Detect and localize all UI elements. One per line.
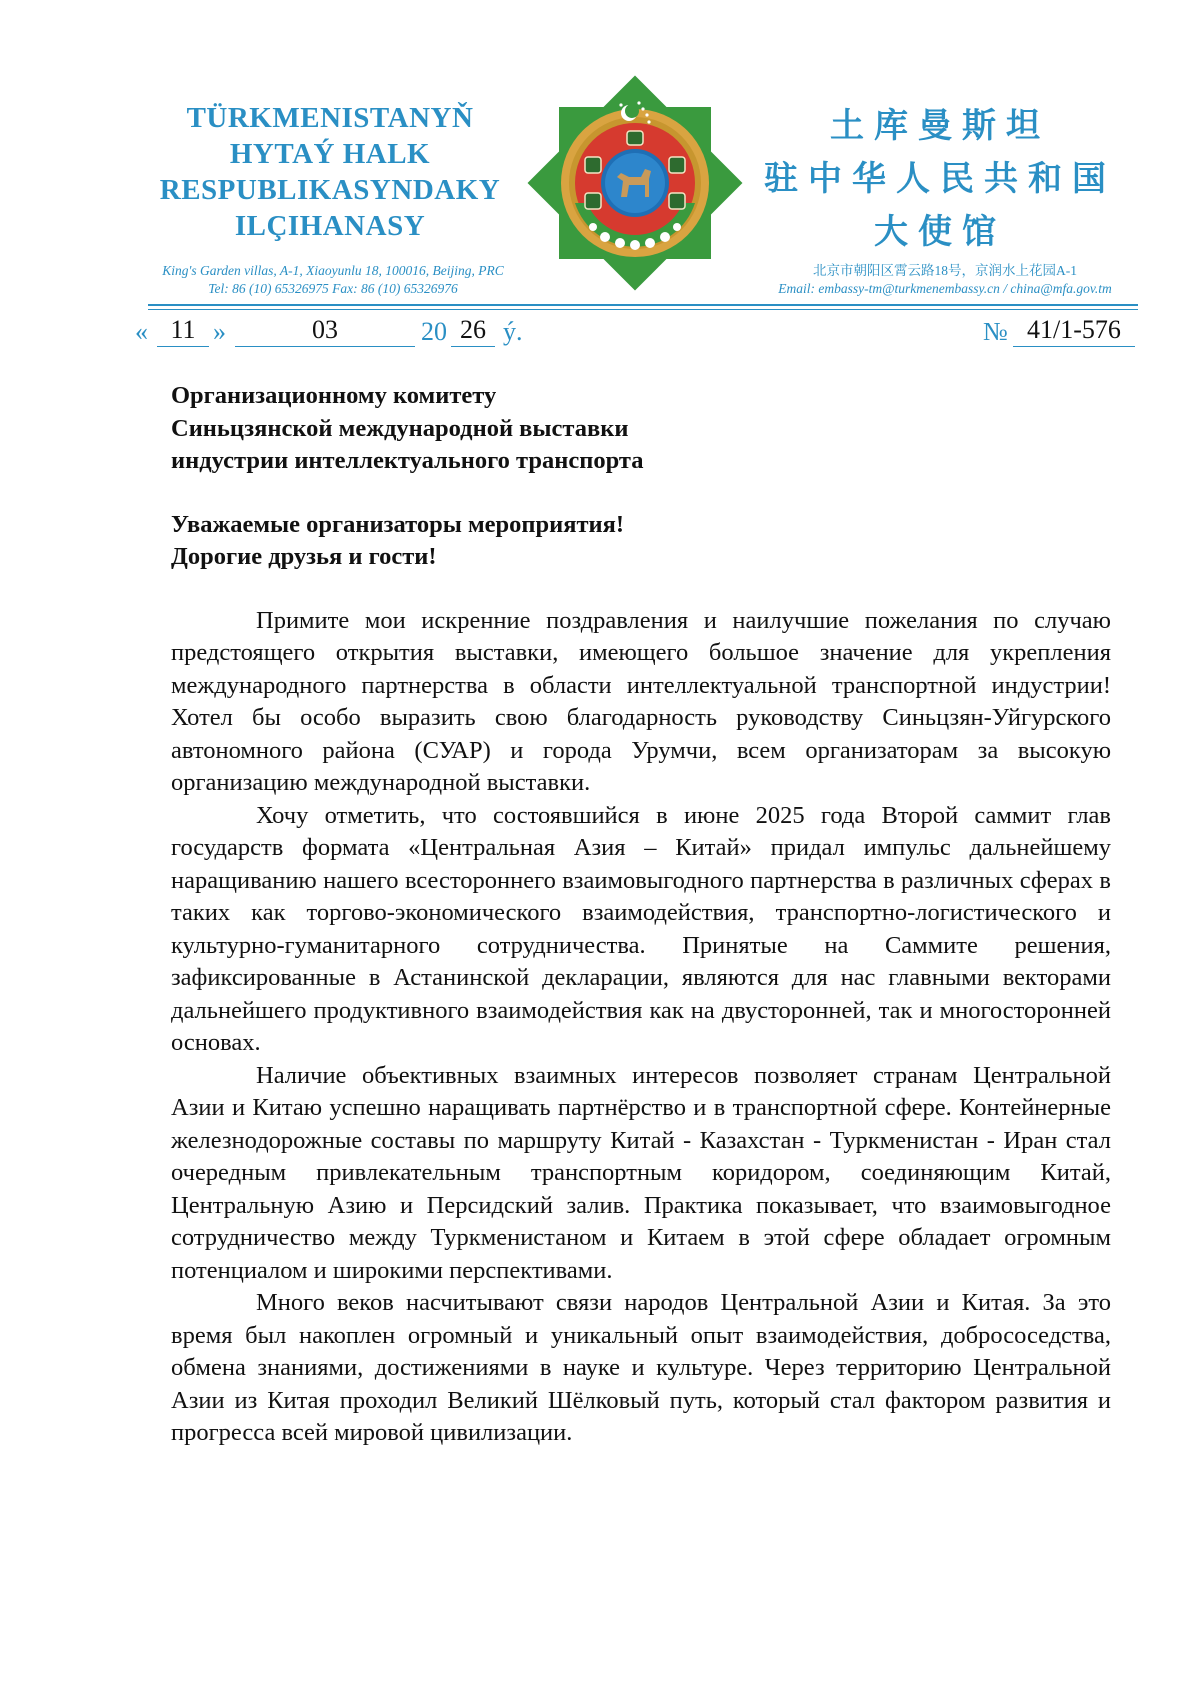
date-day: 11 <box>157 314 209 347</box>
embassy-address-en <box>148 262 518 298</box>
greeting <box>171 509 1111 574</box>
paragraph: Наличие объективных взаимных интересов позволяет странам Центральной Азии и Китаю успешно наращивать партнёрство и в транспортной сфере. Контейнерные железнодорожные составы по маршруту Китай - Казахстан - Туркменистан - Иран стал очередным привлекательным транспортным коридором, соединяющим Китай, Центральную Азию и Персидский залив. Практика показывает, что взаимовыгодное сотрудничество между Туркменистаном и Китаем в этой сфере обладает огромным потенциалом и широкими перспективами. <box>171 1061 1111 1284</box>
addressee-line: Синьцзянской международной выставки <box>171 414 629 442</box>
embassy-address-cn <box>745 262 1145 298</box>
paragraph: Примите мои искренние поздравления и наилучшие пожелания по случаю предстоящего открытия выставки, имеющего большое значение для укрепления международного партнерства в области интеллектуальной транспортной индустрии! Хотел бы особо выразить свою благодарность руководству Синьцзян-Уйгурского автономного района (СУАР) и города Урумчи, всем организаторам за высокую организацию международной выставки. <box>171 606 1111 796</box>
date-close-quote: » <box>213 317 226 346</box>
embassy-name-chinese <box>760 100 1120 259</box>
embassy-name-line: 土库曼斯坦 <box>830 106 1050 146</box>
date-number-line <box>135 314 1145 350</box>
paragraph: Много веков насчитывают связи народов Центральной Азии и Китая. За это время был накоплен огромный и уникальный опыт взаимодействия, добрососедства, обмена знаниями, достижениями в науке и культуре. Через территорию Центральной Азии из Китая проходил Великий Шёлковый путь, который стал фактором развития и прогресса всей мировой цивилизации. <box>171 1289 1111 1446</box>
turkmenistan-emblem-icon <box>522 70 748 296</box>
greeting-line: Дорогие друзья и гости! <box>171 543 437 570</box>
paragraph: Хочу отметить, что состоявшийся в июне 2025 года Второй саммит глав государств формата «Центральная Азия – Китай» придал импульс дальнейшему наращиванию нашего всестороннего взаимовыгодного партнерства в различных сферах в таких как торгово-экономического взаимодействия, транспортно-логистического и культурно-гуманитарного сотрудничества. Принятые на Саммите решения, зафиксированные в Астанинской декларации, являются для нас главными векторами дальнейшего продуктивного взаимодействия как на двусторонней, так и многосторонней основах. <box>171 801 1111 1056</box>
addressee-line: индустрии интеллектуального транспорта <box>171 447 644 474</box>
document-number: 41/1-576 <box>1013 314 1135 347</box>
address-line: King's Garden villas, A-1, Xiaoyunlu 18, 100016, Beijing, PRC <box>162 263 504 278</box>
embassy-name-line: RESPUBLIKASYNDAKY <box>159 174 501 206</box>
address-line: 北京市朝阳区霄云路18号，京润水上花园A-1 <box>813 263 1077 278</box>
embassy-name-line: ILÇIHANASY <box>234 210 426 242</box>
embassy-name-line: 驻中华人民共和国 <box>764 159 1116 199</box>
addressee-line: Организационному комитету <box>171 382 497 409</box>
embassy-name-line: TÜRKMENISTANYŇ <box>186 102 474 134</box>
header-divider <box>148 304 1138 306</box>
date-open-quote: « <box>135 317 148 346</box>
number-sign: № <box>983 317 1008 346</box>
email-line: Email: embassy-tm@turkmenembassy.cn / china@mfa.gov.tm <box>778 281 1112 296</box>
greeting-line: Уважаемые организаторы мероприятия! <box>171 510 625 538</box>
addressee <box>171 380 1111 478</box>
date-year-prefix: 20 <box>421 317 447 346</box>
date-year-suffix: 26 <box>451 314 495 347</box>
date-year-mark: ý. <box>503 317 523 346</box>
embassy-name-line: HYTAÝ HALK <box>229 138 431 170</box>
embassy-name-turkmen <box>150 100 510 244</box>
date-month: 03 <box>235 314 415 347</box>
letter-body <box>171 380 1111 1450</box>
header-divider-thin <box>148 309 1138 310</box>
phone-fax-line: Tel: 86 (10) 65326975 Fax: 86 (10) 65326976 <box>208 281 458 296</box>
embassy-name-line: 大使馆 <box>874 212 1006 252</box>
